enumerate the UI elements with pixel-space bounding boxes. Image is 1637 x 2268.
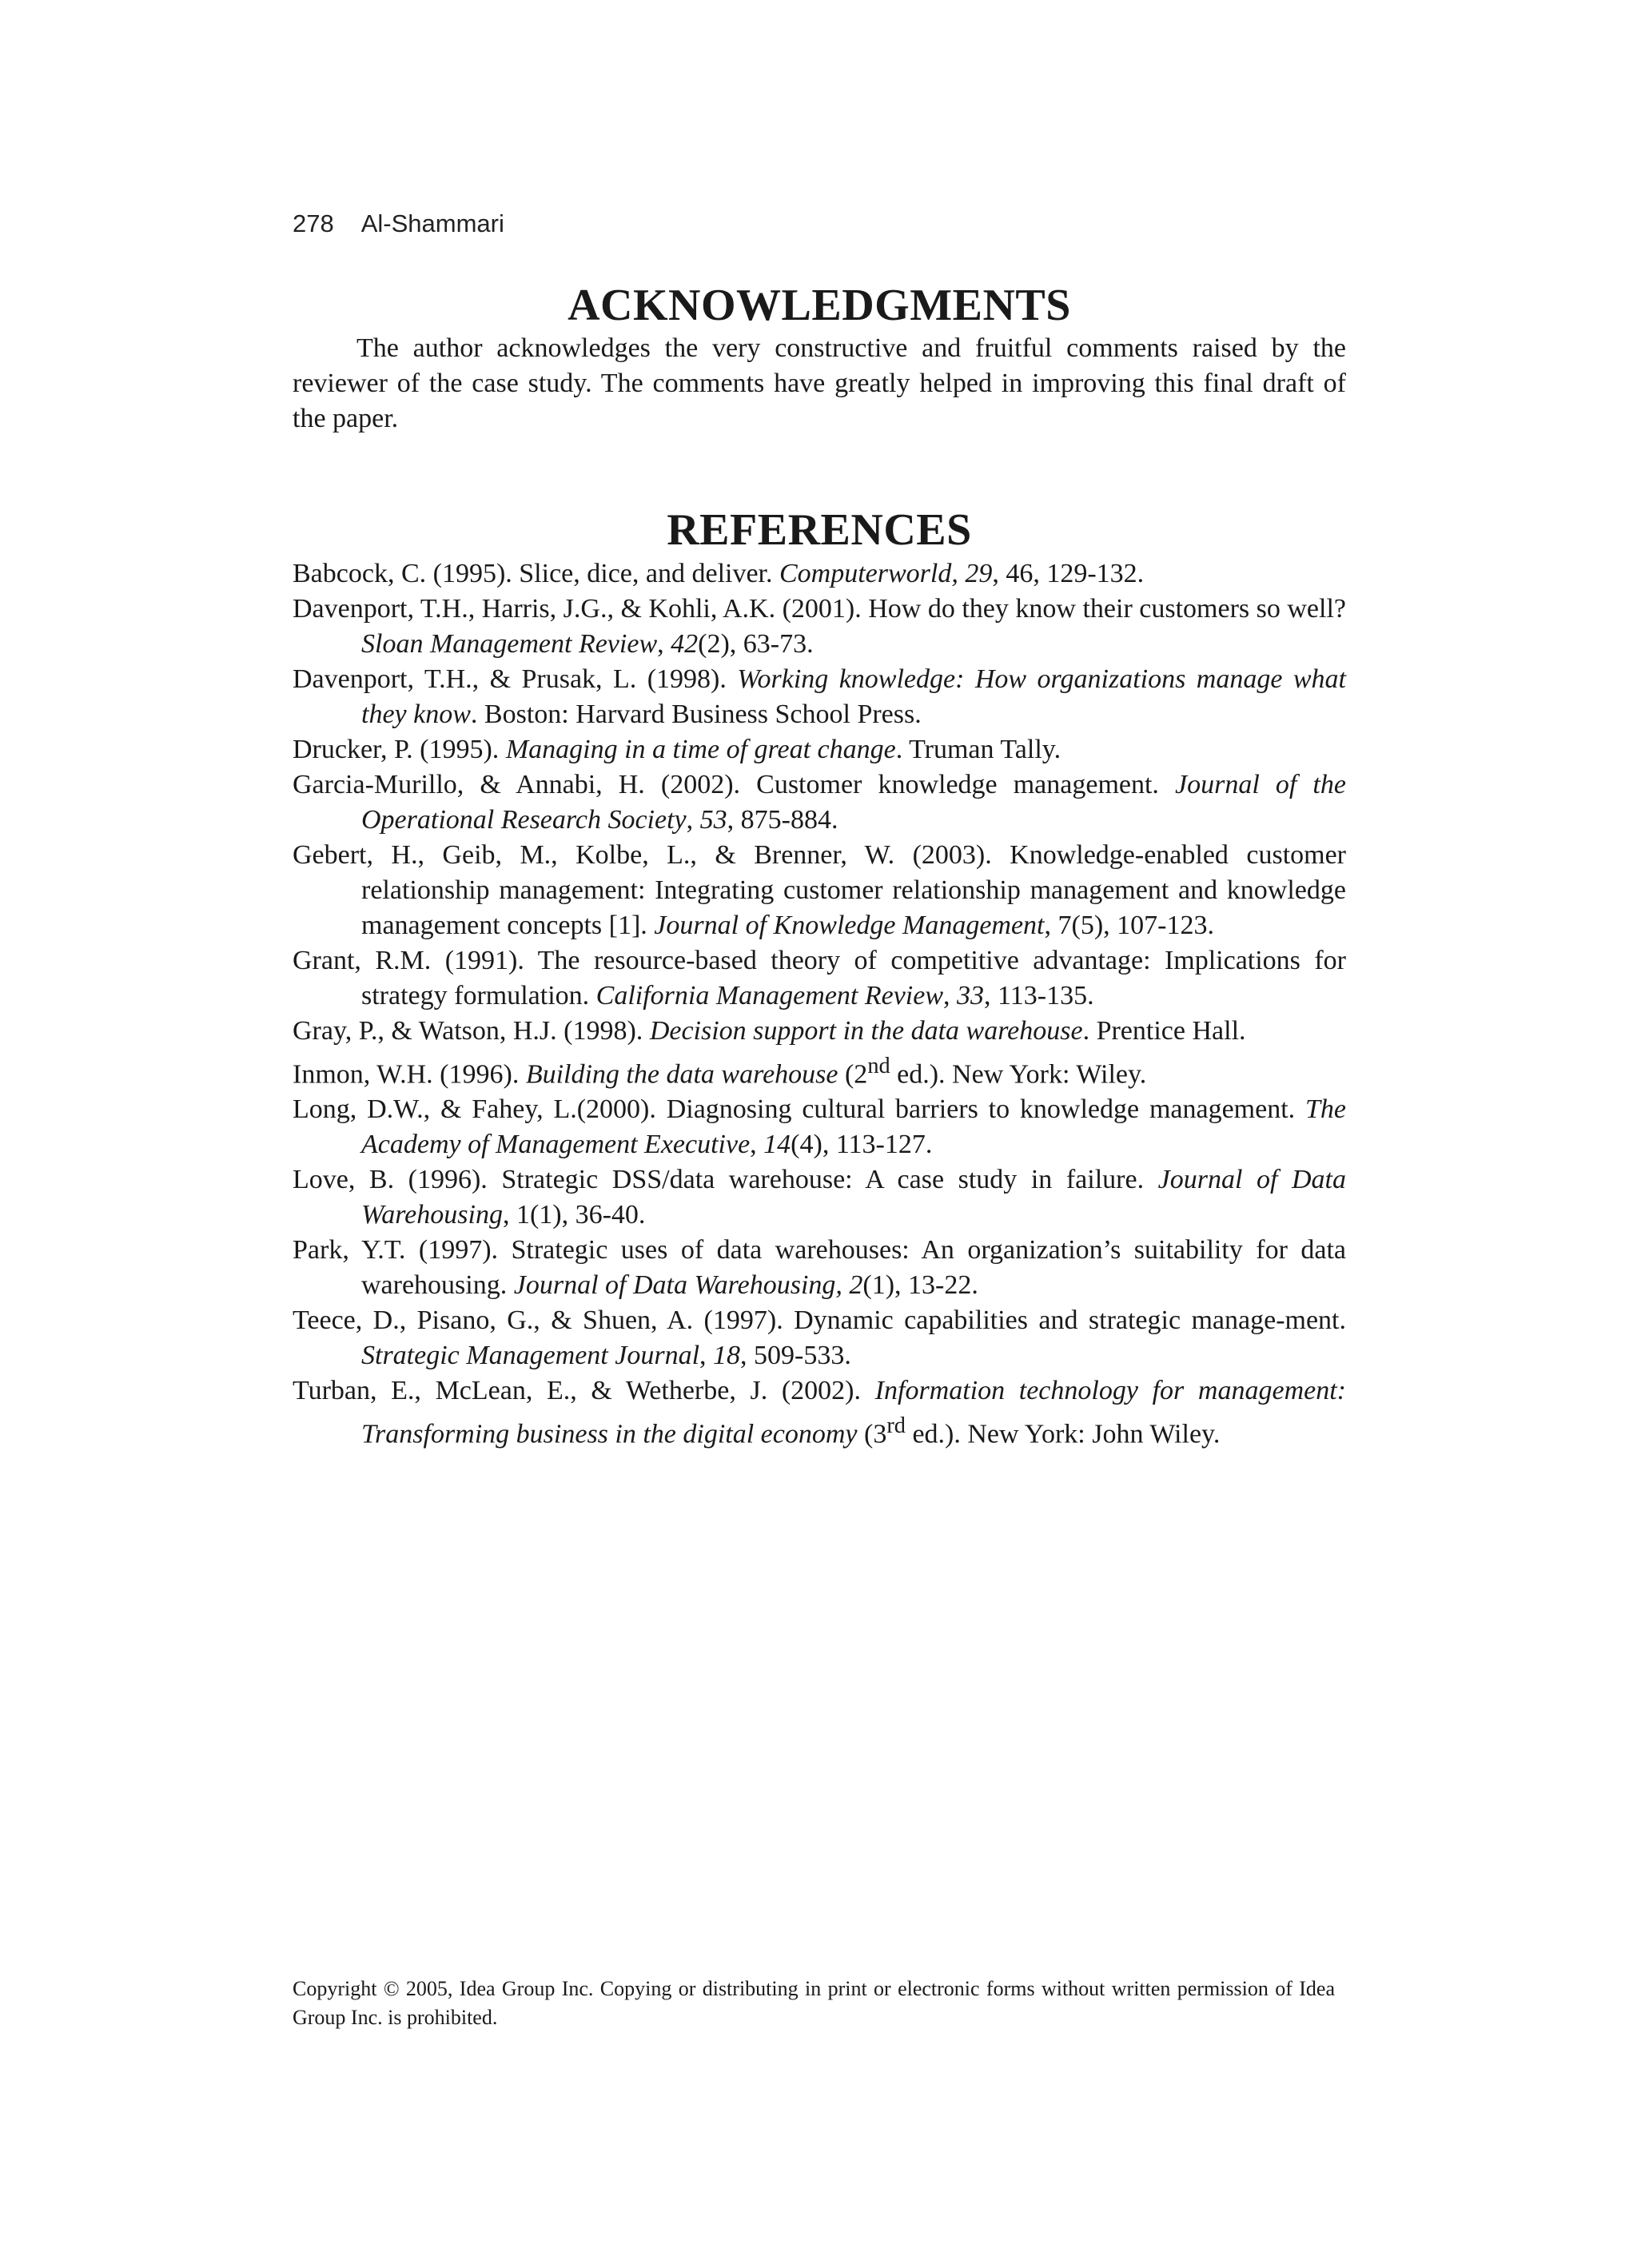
reference-text: ed.). New York: Wiley.	[890, 1059, 1147, 1090]
reference-italic-text: 42	[671, 628, 699, 659]
running-author: Al-Shammari	[360, 209, 504, 237]
reference-italic-text: Journal of Knowledge Management	[654, 910, 1045, 940]
reference-text: Garcia-Murillo, & Annabi, H. (2002). Customer knowledge management.	[293, 769, 1176, 799]
reference-entry	[293, 556, 1346, 592]
reference-entry	[293, 1092, 1346, 1162]
reference-text: , 46, 129-132.	[992, 558, 1145, 588]
reference-text: , 7(5), 107-123.	[1044, 910, 1214, 940]
reference-entry	[293, 1162, 1346, 1233]
main-content	[293, 280, 1346, 1452]
reference-text: Long, D.W., & Fahey, L.(2000). Diagnosing cultural barriers to knowledge management.	[293, 1094, 1305, 1125]
reference-text: ed.). New York: John Wiley.	[905, 1419, 1221, 1449]
reference-italic-text: 33	[957, 980, 985, 1010]
reference-entry	[293, 1373, 1346, 1452]
reference-text: Drucker, P. (1995).	[293, 734, 506, 764]
reference-text: (4), 113-127.	[791, 1130, 933, 1160]
reference-text: . Truman Tally.	[895, 734, 1061, 764]
reference-text: ,	[686, 804, 700, 835]
reference-text: , 1(1), 36-40.	[502, 1200, 646, 1230]
reference-entry	[293, 838, 1346, 943]
reference-text: , 875-884.	[727, 804, 838, 835]
reference-italic-text: Journal of the Operational Research Society	[361, 769, 1346, 835]
reference-text: . Boston: Harvard Business School Press.	[470, 699, 922, 729]
reference-italic-text: 53	[699, 804, 727, 835]
reference-text: Love, B. (1996). Strategic DSS/data warehouse: A case study in failure.	[293, 1165, 1158, 1195]
references-section	[293, 504, 1346, 1452]
running-header	[293, 209, 504, 238]
reference-entry	[293, 732, 1346, 767]
reference-italic-text: Working knowledge: How organizations manage what they know	[361, 664, 1346, 729]
reference-text: Davenport, T.H., & Prusak, L. (1998).	[293, 664, 738, 694]
page-number: 278	[293, 209, 334, 237]
reference-entry	[293, 592, 1346, 662]
reference-entry	[293, 767, 1346, 838]
acknowledgments-section	[293, 280, 1346, 436]
reference-italic-text: Journal of Data Warehousing	[361, 1165, 1346, 1230]
reference-italic-text: 14	[763, 1130, 791, 1160]
reference-text: Gebert, H., Geib, M., Kolbe, L., & Brenner, W. (2003). Knowledge-enabled customer relationship management: Integrating customer relationship management and knowledge management concepts [1].	[293, 839, 1346, 940]
reference-italic-text: The Academy of Management Executive	[361, 1094, 1346, 1160]
reference-superscript: rd	[886, 1413, 906, 1439]
reference-entry	[293, 662, 1346, 732]
reference-italic-text: Computerworld, 29	[779, 558, 993, 588]
reference-italic-text: Building the data warehouse	[525, 1059, 838, 1090]
reference-italic-text: Managing in a time of great change	[505, 734, 896, 764]
reference-text: Gray, P., & Watson, H.J. (1998).	[293, 1015, 650, 1046]
reference-list	[293, 556, 1346, 1453]
reference-italic-text: Strategic Management Journal	[361, 1341, 700, 1371]
reference-italic-text: Sloan Management Review	[361, 628, 658, 659]
reference-text: . Prentice Hall.	[1082, 1015, 1246, 1046]
reference-entry	[293, 1303, 1346, 1373]
reference-text: Inmon, W.H. (1996).	[293, 1059, 526, 1090]
reference-text: Grant, R.M. (1991). The resource-based theory of competitive advantage: Implications for strategy formulation.	[293, 945, 1346, 1010]
reference-entry	[293, 943, 1346, 1014]
reference-text: Turban, E., McLean, E., & Wetherbe, J. (2002).	[293, 1376, 875, 1406]
reference-text: (3	[857, 1419, 887, 1449]
reference-text: ,	[943, 980, 958, 1010]
reference-text: Davenport, T.H., Harris, J.G., & Kohli, A.K. (2001). How do they know their customers so well?	[293, 593, 1346, 624]
acknowledgments-heading: ACKNOWLEDGMENTS	[568, 281, 1071, 330]
reference-text: Park, Y.T. (1997). Strategic uses of data warehouses: An organization’s suitability for data warehousing.	[293, 1235, 1346, 1301]
reference-italic-text: Information technology for management: Transforming business in the digital economy	[361, 1376, 1346, 1449]
reference-italic-text: California Management Review	[595, 980, 944, 1010]
acknowledgments-paragraph: The author acknowledges the very constructive and fruitful comments raised by the reviewer of the case study. The comments have greatly helped in improving this final draft of the paper.	[293, 333, 1346, 434]
reference-italic-text: Journal of Data Warehousing, 2	[513, 1270, 863, 1301]
reference-entry	[293, 1049, 1346, 1092]
reference-text: ,	[657, 628, 671, 659]
reference-text: , 509-533.	[740, 1341, 851, 1371]
reference-superscript: nd	[867, 1053, 890, 1078]
reference-entry	[293, 1233, 1346, 1303]
reference-text: ,	[699, 1341, 714, 1371]
reference-entry	[293, 1014, 1346, 1049]
reference-text: (2), 63-73.	[698, 628, 814, 659]
reference-text: (1), 13-22.	[862, 1270, 978, 1301]
reference-text: , 113-135.	[984, 980, 1094, 1010]
references-heading: REFERENCES	[667, 505, 972, 556]
reference-italic-text: 18	[713, 1341, 741, 1371]
reference-text: ,	[750, 1130, 764, 1160]
copyright-notice: Copyright © 2005, Idea Group Inc. Copying or distributing in print or electronic forms without written permission of Idea Group Inc. is prohibited.	[293, 1977, 1335, 2029]
reference-italic-text: Decision support in the data warehouse	[649, 1015, 1083, 1046]
reference-text: Babcock, C. (1995). Slice, dice, and deliver.	[293, 558, 779, 588]
reference-text: Teece, D., Pisano, G., & Shuen, A. (1997). Dynamic capabilities and strategic manage-ment.	[293, 1305, 1346, 1336]
reference-text: (2	[838, 1059, 868, 1090]
